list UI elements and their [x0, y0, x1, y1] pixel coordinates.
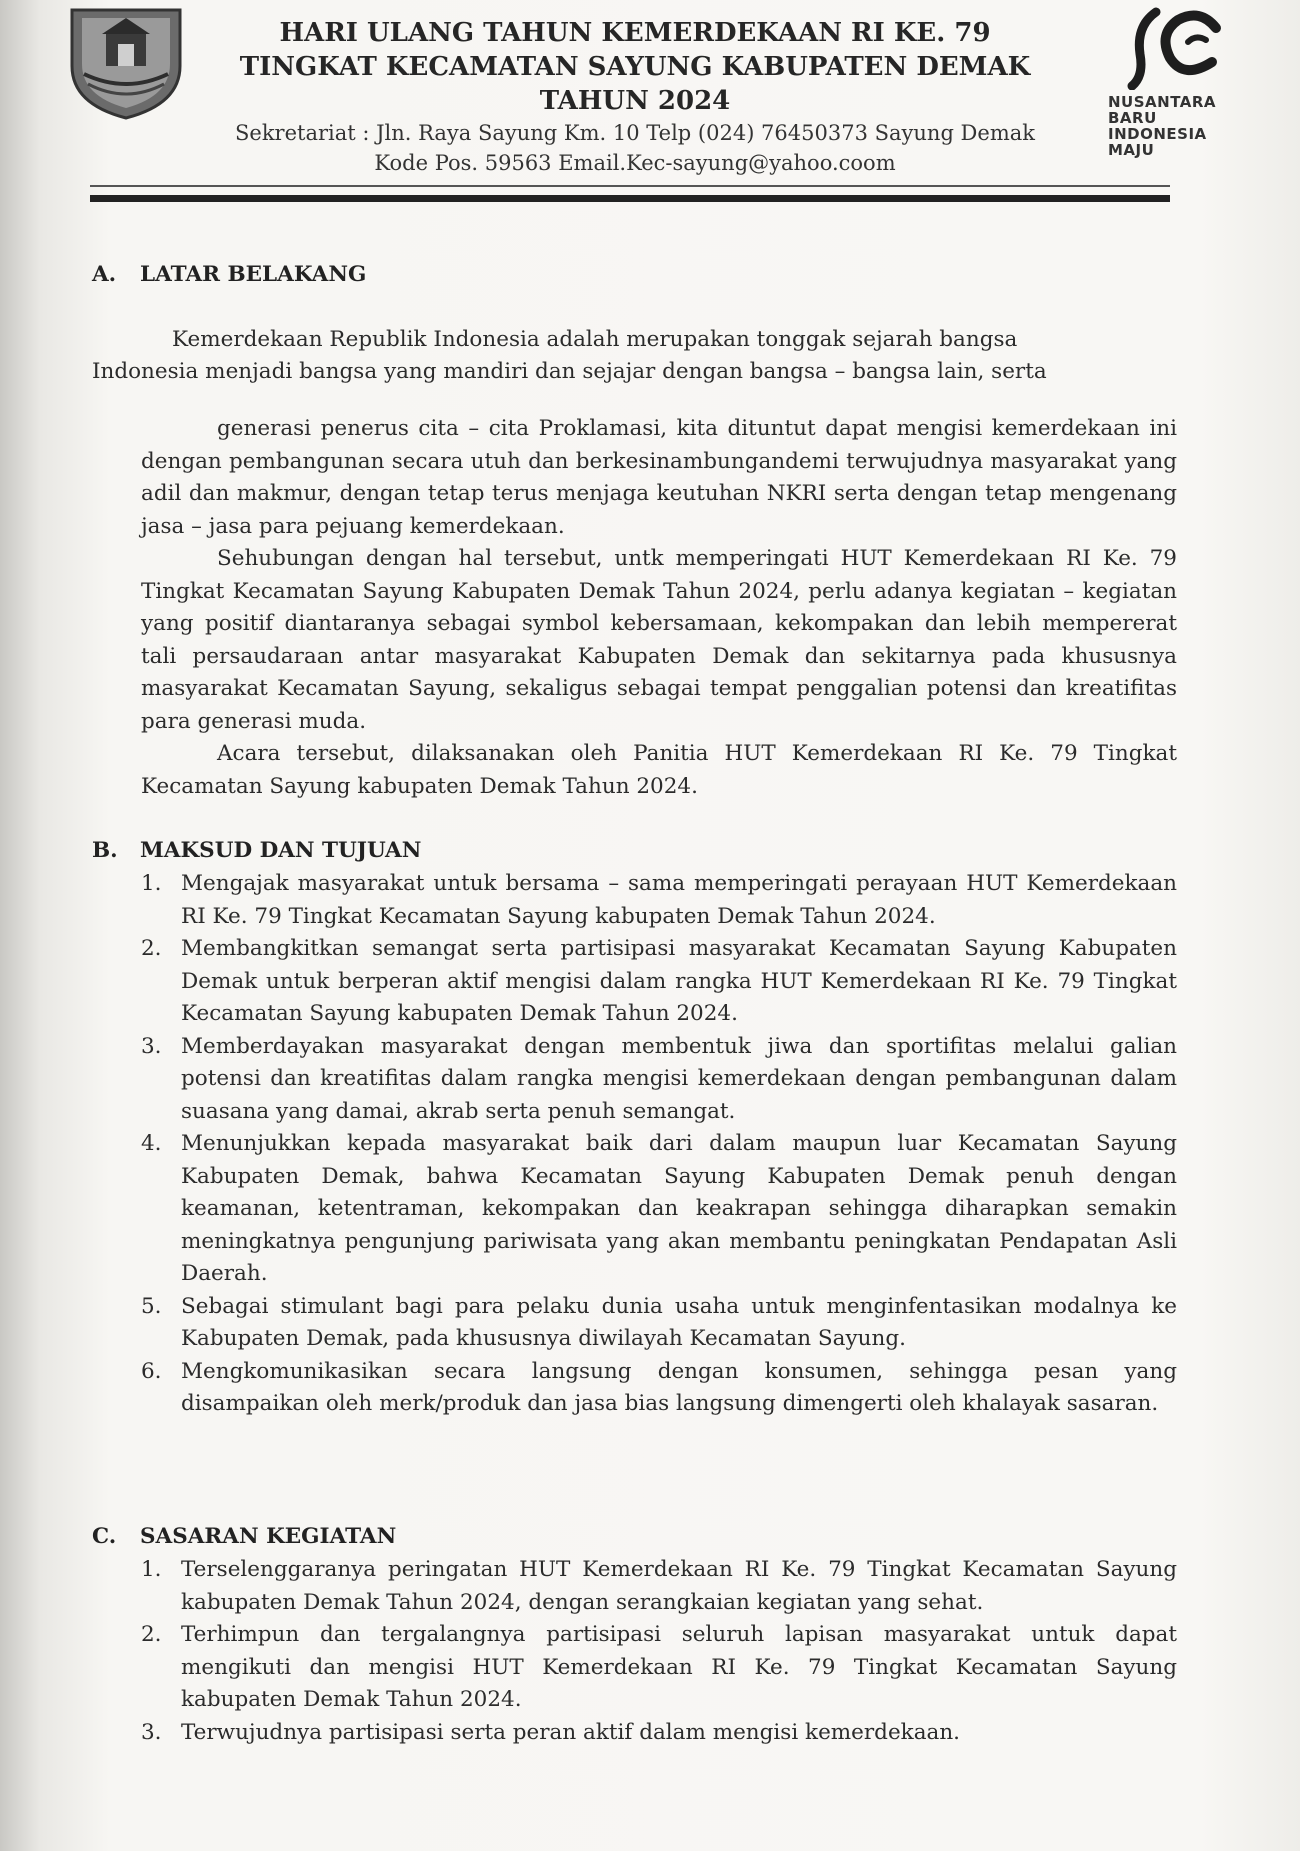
section-b-heading [92, 838, 421, 863]
brand-nusantara: NUSANTARA [1108, 93, 1217, 111]
section-b-letter: B. [92, 838, 118, 863]
section-c-title: SASARAN KEGIATAN [140, 1524, 397, 1549]
list-item: 3. Terwujudnya partisipasi serta peran aktif dalam mengisi kemerdekaan. [141, 1719, 961, 1745]
event-title: HARI ULANG TAHUN KEMERDEKAAN RI KE. 79 [279, 18, 991, 48]
postal-email: Kode Pos. 59563 Email.Kec-sayung@yahoo.coom [374, 151, 896, 175]
brand-maju: MAJU [1108, 141, 1155, 159]
list-item: 6. Mengkomunikasikan secara langsung dengan konsumen, sehingga pesan yang disampaikan oleh merk/produk dan jasa bias langsung dimengerti oleh khalayak sasaran. [141, 1358, 1177, 1416]
letterhead [180, 16, 1090, 178]
section-a-heading [92, 262, 366, 287]
section-a-intro-line2: Indonesia menjadi bangsa yang mandiri dan sejajar dengan bangsa – bangsa lain, serta [92, 359, 1047, 384]
brand-indonesia: INDONESIA [1108, 125, 1207, 143]
nusantara-baru-icon [1126, 6, 1226, 90]
section-b-list [141, 868, 1177, 1421]
list-item: 2. Membangkitkan semangat serta partisipasi masyarakat Kecamatan Sayung Kabupaten Demak untuk berperan aktif mengisi dalam rangka HUT Kemerdekaan RI Ke. 79 Tingkat Kecamatan Sayung kabupaten Demak Tahun 2024. [141, 936, 1177, 1026]
section-b-title: MAKSUD DAN TUJUAN [140, 838, 422, 863]
nusantara-baru-logo [1108, 6, 1258, 176]
section-a-title: LATAR BELAKANG [140, 262, 367, 287]
list-item: 4. Menunjukkan kepada masyarakat baik dari dalam maupun luar Kecamatan Sayung Kabupaten Demak, bahwa Kecamatan Sayung Kabupaten Demak penuh dengan keamanan, ketentraman, kekompakan dan keakrapan sehingga diharapkan semakin meningkatnya pengunjung pariwisata yang akan membantu peningkatan Pendapatan Asli Daerah. [141, 1131, 1177, 1286]
section-a-intro-line1: Kemerdekaan Republik Indonesia adalah merupakan tonggak sejarah bangsa [172, 327, 1018, 352]
section-c-heading [92, 1524, 396, 1549]
header-divider-thin [90, 185, 1170, 187]
event-year: TAHUN 2024 [539, 86, 731, 116]
event-subtitle: TINGKAT KECAMATAN SAYUNG KABUPATEN DEMAK [239, 52, 1031, 82]
section-a-letter: A. [92, 262, 117, 287]
section-c-list [141, 1554, 1177, 1749]
section-a-paragraph-2: Sehubungan dengan hal tersebut, untk memperingati HUT Kemerdekaan RI Ke. 79 Tingkat Kecamatan Sayung Kabupaten Demak Tahun 2024, perlu adanya kegiatan – kegiatan yang positif diantaranya sebagai symbol kebersamaan, kekompakan dan lebih mempererat tali persaudaraan antar masyarakat Kabupaten Demak dan sekitarnya pada khususnya masyarakat Kecamatan Sayung, sekaligus sebagai tempat penggalian potensi dan kreatifitas para generasi muda. [141, 546, 1177, 734]
list-item: 1. Mengajak masyarakat untuk bersama – sama memperingati perayaan HUT Kemerdekaan RI Ke. 79 Tingkat Kecamatan Sayung kabupaten Demak Tahun 2024. [141, 871, 1177, 929]
list-item: 1. Terselenggaranya peringatan HUT Kemerdekaan RI Ke. 79 Tingkat Kecamatan Sayung kabupaten Demak Tahun 2024, dengan serangkaian kegiatan yang sehat. [141, 1557, 1177, 1615]
regional-emblem-logo [62, 4, 190, 122]
section-c-letter: C. [92, 1524, 117, 1549]
header-divider-thick [90, 195, 1170, 202]
list-item: 5. Sebagai stimulant bagi para pelaku dunia usaha untuk menginfentasikan modalnya ke Kabupaten Demak, pada khususnya diwilayah Kecamatan Sayung. [141, 1293, 1177, 1351]
section-a-paragraph-1: generasi penerus cita – cita Proklamasi, kita dituntut dapat mengisi kemerdekaan ini dengan pembangunan secara utuh dan berkesinambungandemi terwujudnya masyarakat yang adil dan makmur, dengan tetap terus menjaga keutuhan NKRI serta dengan tetap mengenang jasa – jasa para pejuang kemerdekaan. [141, 416, 1177, 539]
list-item: 3. Memberdayakan masyarakat dengan membentuk jiwa dan sportifitas melalui galian potensi dan kreatifitas dalam rangka mengisi kemerdekaan dengan pembangunan dalam suasana yang damai, akrab serta penuh semangat. [141, 1033, 1177, 1124]
list-item: 2. Terhimpun dan tergalangnya partisipasi seluruh lapisan masyarakat untuk dapat mengikuti dan mengisi HUT Kemerdekaan RI Ke. 79 Tingkat Kecamatan Sayung kabupaten Demak Tahun 2024. [141, 1622, 1177, 1712]
section-a-paragraph-3: Acara tersebut, dilaksanakan oleh Panitia HUT Kemerdekaan RI Ke. 79 Tingkat Kecamatan Sayung kabupaten Demak Tahun 2024. [141, 741, 1177, 799]
secretariat-address: Sekretariat : Jln. Raya Sayung Km. 10 Telp (024) 76450373 Sayung Demak [235, 121, 1035, 145]
brand-baru: BARU [1108, 109, 1157, 127]
